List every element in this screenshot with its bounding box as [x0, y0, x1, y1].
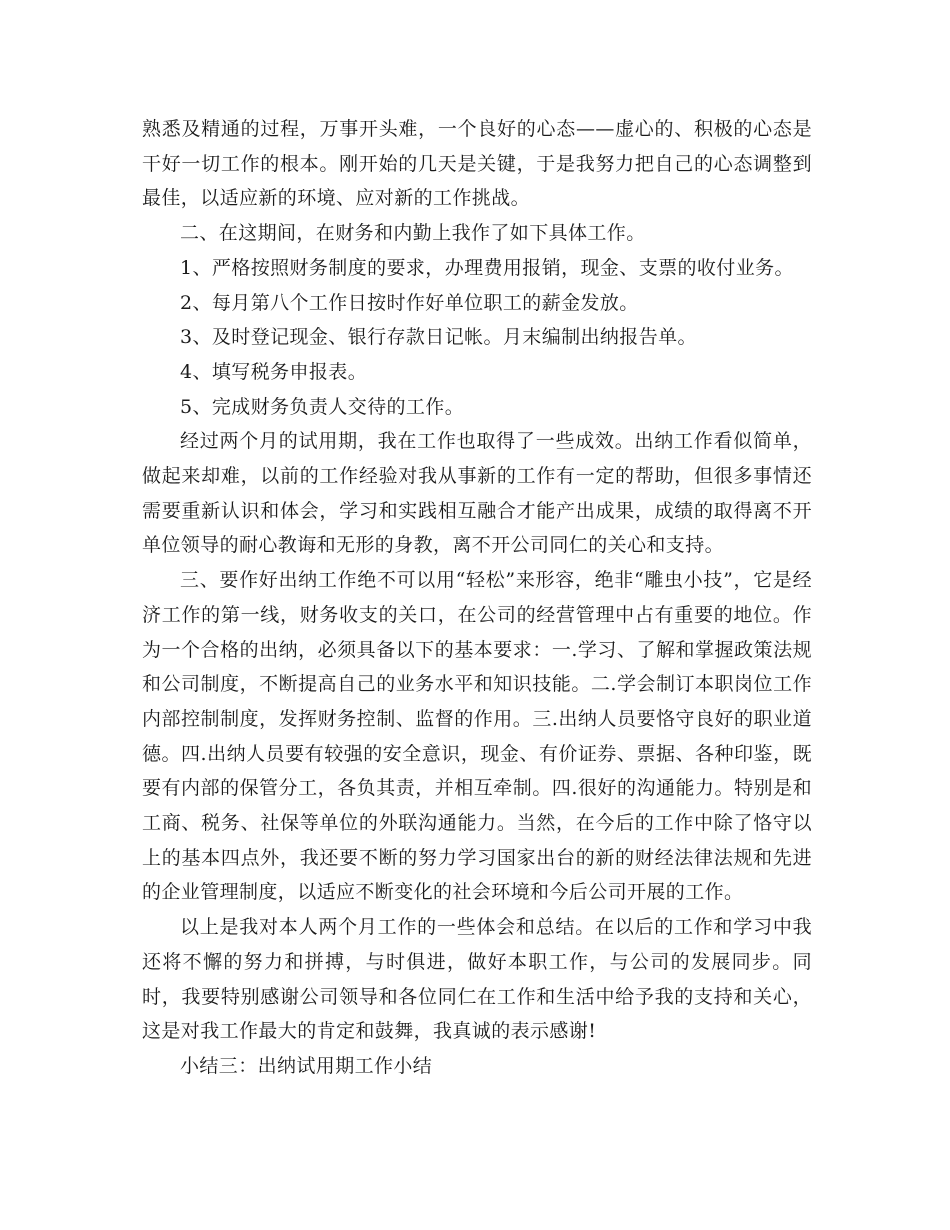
paragraph-summary: 以上是我对本人两个月工作的一些体会和总结。在以后的工作和学习中我还将不懈的努力和拼搏，与时俱进，做好本职工作，与公司的发展同步。同时，我要特别感谢公司领导和各位同仁在工作和生活中给予我的支持和关心，这是对我工作最大的肯定和鼓舞，我真诚的表示感谢! — [142, 916, 812, 1043]
paragraph-section-three: 三、要作好出纳工作绝不可以用“轻松”来形容，绝非“雕虫小技”，它是经济工作的第一线，财务收支的关口，在公司的经营管理中占有重要的地位。作为一个合格的出纳，必须具备以下的基本要求：一.学习、了解和掌握政策法规和公司制度，不断提高自己的业务水平和知识技能。二.学会制订本职岗位工作内部控制制度，发挥财务控制、监督的作用。三.出纳人员要恪守良好的职业道德。四.出纳人员要有较强的安全意识，现金、有价证券、票据、各种印鉴，既要有内部的保管分工，各负其责，并相互牵制。四.很好的沟通能力。特别是和工商、税务、社保等单位的外联沟通能力。当然，在今后的工作中除了恪守以上的基本四点外，我还要不断的努力学习国家出台的新的财经法律法规和先进的企业管理制度，以适应不断变化的社会环境和今后公司开展的工作。 — [142, 569, 812, 904]
list-item-5: 5、完成财务负责人交待的工作。 — [180, 395, 465, 418]
paragraph-trial-results: 经过两个月的试用期，我在工作也取得了一些成效。出纳工作看似简单，做起来却难，以前的工作经验对我从事新的工作有一定的帮助，但很多事情还需要重新认识和体会，学习和实践相互融合才能产出成果，成绩的取得离不开单位领导的耐心教诲和无形的身教，离不开公司同仁的关心和支持。 — [142, 430, 812, 557]
paragraph-section-two-heading: 二、在这期间，在财务和内勤上我作了如下具体工作。 — [180, 222, 646, 245]
list-item-3: 3、及时登记现金、银行存款日记帐。月末编制出纳报告单。 — [180, 326, 697, 349]
paragraph-subheading: 小结三：出纳试用期工作小结 — [180, 1054, 433, 1077]
list-item-1: 1、严格按照财务制度的要求，办理费用报销，现金、支票的收付业务。 — [180, 256, 794, 279]
document-body — [142, 112, 812, 1084]
paragraph-continuation: 熟悉及精通的过程，万事开头难，一个良好的心态——虚心的、积极的心态是干好一切工作的根本。刚开始的几天是关键，于是我努力把自己的心态调整到最佳，以适应新的环境、应对新的工作挑战。 — [142, 118, 812, 210]
list-item-4: 4、填写税务申报表。 — [180, 360, 368, 383]
list-item-2: 2、每月第八个工作日按时作好单位职工的薪金发放。 — [180, 291, 639, 314]
